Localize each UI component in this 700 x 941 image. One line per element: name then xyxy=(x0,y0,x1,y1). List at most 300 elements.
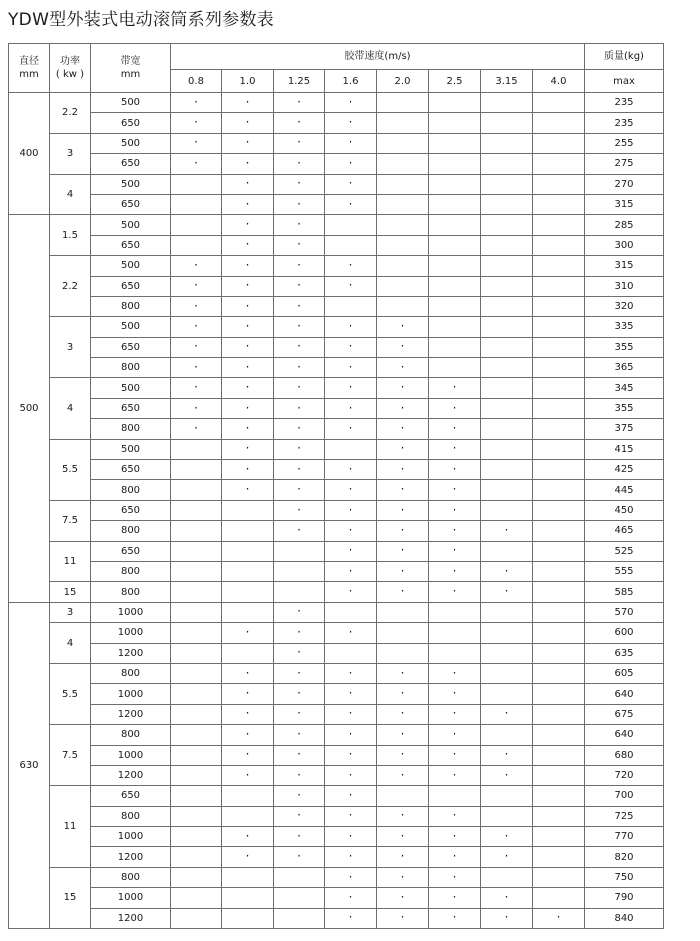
speed-availability-cell xyxy=(274,521,325,541)
speed-availability-cell xyxy=(274,867,325,887)
speed-availability-cell xyxy=(429,460,481,480)
speed-availability-cell xyxy=(481,827,533,847)
speed-availability-cell xyxy=(274,419,325,439)
availability-dot: · xyxy=(400,747,405,762)
speed-availability-cell xyxy=(481,643,533,663)
availability-dot: · xyxy=(245,237,250,252)
availability-dot: · xyxy=(194,400,198,415)
availability-dot: · xyxy=(194,359,198,374)
speed-availability-cell xyxy=(222,296,274,316)
speed-availability-cell xyxy=(274,806,325,826)
availability-dot: · xyxy=(348,115,353,130)
speed-availability-cell xyxy=(222,378,274,398)
mass-cell: 525 xyxy=(585,541,664,561)
speed-availability-cell xyxy=(325,93,377,113)
speed-availability-cell xyxy=(429,725,481,745)
speed-availability-cell xyxy=(222,500,274,520)
availability-dot: · xyxy=(400,686,405,701)
speed-availability-cell xyxy=(429,684,481,704)
availability-dot: · xyxy=(504,522,509,537)
speed-availability-cell xyxy=(533,296,585,316)
speed-availability-cell xyxy=(377,439,429,459)
mass-cell: 355 xyxy=(585,337,664,357)
speed-availability-cell xyxy=(325,561,377,581)
speed-availability-cell xyxy=(325,276,377,296)
availability-dot: · xyxy=(400,828,405,843)
speed-availability-cell xyxy=(481,745,533,765)
availability-dot: · xyxy=(194,115,198,130)
diameter-header xyxy=(9,44,50,93)
mass-cell: 465 xyxy=(585,521,664,541)
speed-availability-cell xyxy=(222,194,274,214)
speed-availability-cell xyxy=(274,174,325,194)
speed-availability-cell xyxy=(429,541,481,561)
mass-cell: 635 xyxy=(585,643,664,663)
power-cell: 15 xyxy=(50,582,91,602)
speed-availability-cell xyxy=(533,215,585,235)
belt-width-cell: 800 xyxy=(91,561,171,581)
speed-availability-cell xyxy=(325,602,377,622)
speed-availability-cell xyxy=(481,154,533,174)
table-row xyxy=(9,643,664,663)
speed-availability-cell xyxy=(274,704,325,724)
speed-availability-cell xyxy=(533,663,585,683)
speed-availability-cell xyxy=(274,480,325,500)
speed-availability-cell xyxy=(274,460,325,480)
availability-dot: · xyxy=(348,400,353,415)
speed-availability-cell xyxy=(171,133,222,153)
availability-dot: · xyxy=(452,910,457,925)
mass-cell: 320 xyxy=(585,296,664,316)
speed-availability-cell xyxy=(171,154,222,174)
availability-dot: · xyxy=(245,624,250,639)
speed-availability-cell xyxy=(222,725,274,745)
table-row xyxy=(9,561,664,581)
speed-availability-cell xyxy=(274,398,325,418)
availability-dot: · xyxy=(348,849,353,864)
availability-dot: · xyxy=(348,257,353,272)
availability-dot: · xyxy=(400,808,405,823)
availability-dot: · xyxy=(245,726,250,741)
speed-availability-cell xyxy=(171,337,222,357)
availability-dot: · xyxy=(297,849,301,864)
speed-availability-cell xyxy=(274,847,325,867)
availability-dot: · xyxy=(297,686,301,701)
power-cell: 2.2 xyxy=(50,256,91,317)
speed-availability-cell xyxy=(481,113,533,133)
availability-dot: · xyxy=(297,522,301,537)
power-cell: 4 xyxy=(50,174,91,215)
speed-availability-cell xyxy=(533,378,585,398)
speed-availability-cell xyxy=(377,113,429,133)
diameter-header-unit: mm xyxy=(19,69,39,80)
mass-cell: 840 xyxy=(585,908,664,928)
availability-dot: · xyxy=(297,196,301,211)
availability-dot: · xyxy=(297,482,301,497)
speed-availability-cell xyxy=(171,215,222,235)
speed-availability-cell xyxy=(429,888,481,908)
availability-dot: · xyxy=(504,706,509,721)
speed-availability-cell xyxy=(377,541,429,561)
belt-width-cell: 1200 xyxy=(91,908,171,928)
availability-dot: · xyxy=(348,910,353,925)
availability-dot: · xyxy=(297,176,301,191)
availability-dot: · xyxy=(400,889,405,904)
speed-availability-cell xyxy=(377,358,429,378)
speed-header-cell: 3.15 xyxy=(481,70,533,93)
belt-width-cell: 650 xyxy=(91,786,171,806)
speed-availability-cell xyxy=(429,847,481,867)
speed-availability-cell xyxy=(377,317,429,337)
belt-width-cell: 650 xyxy=(91,113,171,133)
availability-dot: · xyxy=(297,624,301,639)
availability-dot: · xyxy=(348,624,353,639)
speed-availability-cell xyxy=(274,500,325,520)
speed-availability-cell xyxy=(274,194,325,214)
speed-availability-cell xyxy=(171,439,222,459)
mass-cell: 315 xyxy=(585,256,664,276)
speed-availability-cell xyxy=(533,704,585,724)
speed-availability-cell xyxy=(325,663,377,683)
speed-availability-cell xyxy=(222,419,274,439)
belt-width-cell: 800 xyxy=(91,806,171,826)
power-cell: 3 xyxy=(50,317,91,378)
mass-cell: 720 xyxy=(585,765,664,785)
speed-availability-cell xyxy=(274,582,325,602)
speed-availability-cell xyxy=(377,500,429,520)
speed-availability-cell xyxy=(377,133,429,153)
speed-availability-cell xyxy=(325,725,377,745)
speed-availability-cell xyxy=(481,174,533,194)
speed-availability-cell xyxy=(481,480,533,500)
table-row xyxy=(9,480,664,500)
speed-availability-cell xyxy=(429,235,481,255)
mass-cell: 355 xyxy=(585,398,664,418)
mass-cell: 310 xyxy=(585,276,664,296)
availability-dot: · xyxy=(348,196,353,211)
speed-availability-cell xyxy=(481,786,533,806)
speed-availability-cell xyxy=(429,378,481,398)
availability-dot: · xyxy=(245,461,250,476)
speed-availability-cell xyxy=(533,256,585,276)
belt-width-header xyxy=(91,44,171,93)
speed-availability-cell xyxy=(533,113,585,133)
belt-width-cell: 1000 xyxy=(91,684,171,704)
speed-availability-cell xyxy=(325,378,377,398)
power-cell: 5.5 xyxy=(50,439,91,500)
availability-dot: · xyxy=(297,461,301,476)
mass-cell: 750 xyxy=(585,867,664,887)
belt-width-cell: 500 xyxy=(91,93,171,113)
speed-availability-cell xyxy=(481,561,533,581)
speed-availability-cell xyxy=(222,786,274,806)
speed-availability-cell xyxy=(377,663,429,683)
table-row xyxy=(9,806,664,826)
mass-cell: 790 xyxy=(585,888,664,908)
speed-availability-cell xyxy=(222,521,274,541)
power-cell: 3 xyxy=(50,133,91,174)
belt-width-cell: 800 xyxy=(91,419,171,439)
belt-width-cell: 650 xyxy=(91,276,171,296)
power-cell: 1.5 xyxy=(50,215,91,256)
table-row xyxy=(9,745,664,765)
speed-availability-cell xyxy=(325,317,377,337)
speed-availability-cell xyxy=(325,521,377,541)
speed-availability-cell xyxy=(222,154,274,174)
availability-dot: · xyxy=(297,441,301,456)
speed-availability-cell xyxy=(481,684,533,704)
speed-availability-cell xyxy=(481,847,533,867)
speed-availability-cell xyxy=(481,908,533,928)
availability-dot: · xyxy=(556,910,561,925)
availability-dot: · xyxy=(452,808,457,823)
availability-dot: · xyxy=(504,889,509,904)
speed-availability-cell xyxy=(377,276,429,296)
availability-dot: · xyxy=(348,94,353,109)
speed-availability-cell xyxy=(171,745,222,765)
speed-availability-cell xyxy=(325,358,377,378)
availability-dot: · xyxy=(297,808,301,823)
speed-availability-cell xyxy=(171,317,222,337)
speed-availability-cell xyxy=(481,296,533,316)
belt-width-cell: 800 xyxy=(91,358,171,378)
availability-dot: · xyxy=(245,747,250,762)
availability-dot: · xyxy=(245,420,250,435)
table-row xyxy=(9,174,664,194)
availability-dot: · xyxy=(400,665,405,680)
availability-dot: · xyxy=(400,706,405,721)
speed-availability-cell xyxy=(429,194,481,214)
speed-availability-cell xyxy=(274,439,325,459)
availability-dot: · xyxy=(400,482,405,497)
availability-dot: · xyxy=(245,115,250,130)
speed-availability-cell xyxy=(274,602,325,622)
speed-availability-cell xyxy=(533,847,585,867)
availability-dot: · xyxy=(452,380,457,395)
speed-availability-cell xyxy=(533,460,585,480)
speed-availability-cell xyxy=(222,113,274,133)
speed-availability-cell xyxy=(377,908,429,928)
speed-availability-cell xyxy=(222,398,274,418)
speed-availability-cell xyxy=(533,541,585,561)
speed-availability-cell xyxy=(429,154,481,174)
speed-availability-cell xyxy=(274,256,325,276)
availability-dot: · xyxy=(245,849,250,864)
availability-dot: · xyxy=(297,502,301,517)
belt-width-cell: 1200 xyxy=(91,704,171,724)
availability-dot: · xyxy=(452,400,457,415)
availability-dot: · xyxy=(348,665,353,680)
speed-availability-cell xyxy=(171,460,222,480)
belt-width-cell: 500 xyxy=(91,174,171,194)
speed-availability-cell xyxy=(533,684,585,704)
availability-dot: · xyxy=(452,502,457,517)
mass-cell: 555 xyxy=(585,561,664,581)
speed-availability-cell xyxy=(429,827,481,847)
availability-dot: · xyxy=(400,584,405,599)
speed-availability-cell xyxy=(325,500,377,520)
speed-availability-cell xyxy=(171,908,222,928)
speed-availability-cell xyxy=(481,521,533,541)
availability-dot: · xyxy=(504,563,509,578)
table-row xyxy=(9,867,664,887)
availability-dot: · xyxy=(348,808,353,823)
availability-dot: · xyxy=(297,278,301,293)
mass-cell: 270 xyxy=(585,174,664,194)
speed-availability-cell xyxy=(171,521,222,541)
speed-header-cell: 1.0 xyxy=(222,70,274,93)
speed-availability-cell xyxy=(429,174,481,194)
speed-availability-cell xyxy=(274,684,325,704)
speed-availability-cell xyxy=(429,133,481,153)
speed-availability-cell xyxy=(533,602,585,622)
speed-availability-cell xyxy=(377,256,429,276)
availability-dot: · xyxy=(194,318,198,333)
availability-dot: · xyxy=(297,339,301,354)
speed-availability-cell xyxy=(274,154,325,174)
mass-cell: 425 xyxy=(585,460,664,480)
belt-width-cell: 500 xyxy=(91,133,171,153)
belt-width-cell: 1200 xyxy=(91,765,171,785)
availability-dot: · xyxy=(297,665,301,680)
speed-availability-cell xyxy=(325,194,377,214)
availability-dot: · xyxy=(452,889,457,904)
speed-availability-cell xyxy=(429,113,481,133)
speed-availability-cell xyxy=(377,235,429,255)
speed-availability-cell xyxy=(222,582,274,602)
speed-availability-cell xyxy=(429,500,481,520)
availability-dot: · xyxy=(297,359,301,374)
availability-dot: · xyxy=(452,686,457,701)
availability-dot: · xyxy=(245,482,250,497)
availability-dot: · xyxy=(452,441,457,456)
power-cell: 15 xyxy=(50,867,91,928)
availability-dot: · xyxy=(348,420,353,435)
availability-dot: · xyxy=(245,686,250,701)
speed-availability-cell xyxy=(222,235,274,255)
speed-availability-cell xyxy=(325,215,377,235)
availability-dot: · xyxy=(245,196,250,211)
power-header-unit: ( kw ) xyxy=(55,69,85,80)
speed-availability-cell xyxy=(429,602,481,622)
speed-availability-cell xyxy=(533,888,585,908)
speed-availability-cell xyxy=(171,663,222,683)
speed-availability-cell xyxy=(222,704,274,724)
mass-cell: 675 xyxy=(585,704,664,724)
speed-availability-cell xyxy=(429,337,481,357)
availability-dot: · xyxy=(400,318,405,333)
mass-cell: 300 xyxy=(585,235,664,255)
availability-dot: · xyxy=(297,135,301,150)
table-row xyxy=(9,133,664,153)
power-cell: 5.5 xyxy=(50,663,91,724)
availability-dot: · xyxy=(452,849,457,864)
speed-availability-cell xyxy=(325,582,377,602)
speed-availability-cell xyxy=(222,561,274,581)
speed-availability-cell xyxy=(274,296,325,316)
speed-availability-cell xyxy=(325,480,377,500)
table-row xyxy=(9,725,664,745)
speed-header-cell: 2.5 xyxy=(429,70,481,93)
availability-dot: · xyxy=(348,155,353,170)
speed-availability-cell xyxy=(222,358,274,378)
speed-availability-cell xyxy=(429,398,481,418)
availability-dot: · xyxy=(297,604,301,619)
speed-availability-cell xyxy=(429,439,481,459)
speed-availability-cell xyxy=(429,317,481,337)
belt-width-cell: 650 xyxy=(91,460,171,480)
belt-width-cell: 650 xyxy=(91,154,171,174)
page-title: YDW型外装式电动滚筒系列参数表 xyxy=(8,10,275,30)
availability-dot: · xyxy=(245,298,250,313)
mass-cell: 680 xyxy=(585,745,664,765)
speed-availability-cell xyxy=(171,500,222,520)
belt-width-cell: 500 xyxy=(91,439,171,459)
speed-availability-cell xyxy=(533,561,585,581)
speed-availability-cell xyxy=(274,561,325,581)
availability-dot: · xyxy=(194,155,198,170)
availability-dot: · xyxy=(348,380,353,395)
table-row xyxy=(9,276,664,296)
table-row xyxy=(9,908,664,928)
availability-dot: · xyxy=(348,686,353,701)
speed-availability-cell xyxy=(325,684,377,704)
speed-availability-cell xyxy=(481,194,533,214)
belt-speed-header: 胶带速度(m/s) xyxy=(171,44,585,70)
speed-availability-cell xyxy=(222,847,274,867)
availability-dot: · xyxy=(297,155,301,170)
speed-availability-cell xyxy=(171,194,222,214)
speed-availability-cell xyxy=(533,500,585,520)
belt-width-cell: 1000 xyxy=(91,623,171,643)
speed-header-cell: 0.8 xyxy=(171,70,222,93)
table-row xyxy=(9,439,664,459)
table-row xyxy=(9,154,664,174)
speed-availability-cell xyxy=(533,806,585,826)
speed-availability-cell xyxy=(429,867,481,887)
availability-dot: · xyxy=(194,257,198,272)
belt-width-cell: 650 xyxy=(91,337,171,357)
speed-availability-cell xyxy=(377,827,429,847)
speed-availability-cell xyxy=(533,194,585,214)
speed-availability-cell xyxy=(481,337,533,357)
mass-header: 质量(kg) xyxy=(585,44,664,70)
availability-dot: · xyxy=(348,461,353,476)
speed-header-cell: 4.0 xyxy=(533,70,585,93)
table-row xyxy=(9,215,664,235)
belt-width-cell: 1200 xyxy=(91,847,171,867)
availability-dot: · xyxy=(297,747,301,762)
speed-availability-cell xyxy=(481,317,533,337)
speed-availability-cell xyxy=(171,419,222,439)
speed-availability-cell xyxy=(377,154,429,174)
parameter-table xyxy=(8,43,664,929)
speed-availability-cell xyxy=(377,725,429,745)
availability-dot: · xyxy=(452,706,457,721)
availability-dot: · xyxy=(452,461,457,476)
speed-availability-cell xyxy=(222,745,274,765)
speed-availability-cell xyxy=(222,908,274,928)
diameter-cell: 400 xyxy=(9,93,50,215)
power-cell: 2.2 xyxy=(50,93,91,134)
power-cell: 7.5 xyxy=(50,500,91,541)
speed-availability-cell xyxy=(377,684,429,704)
availability-dot: · xyxy=(452,584,457,599)
speed-availability-cell xyxy=(274,725,325,745)
availability-dot: · xyxy=(452,726,457,741)
availability-dot: · xyxy=(348,869,353,884)
speed-availability-cell xyxy=(325,460,377,480)
